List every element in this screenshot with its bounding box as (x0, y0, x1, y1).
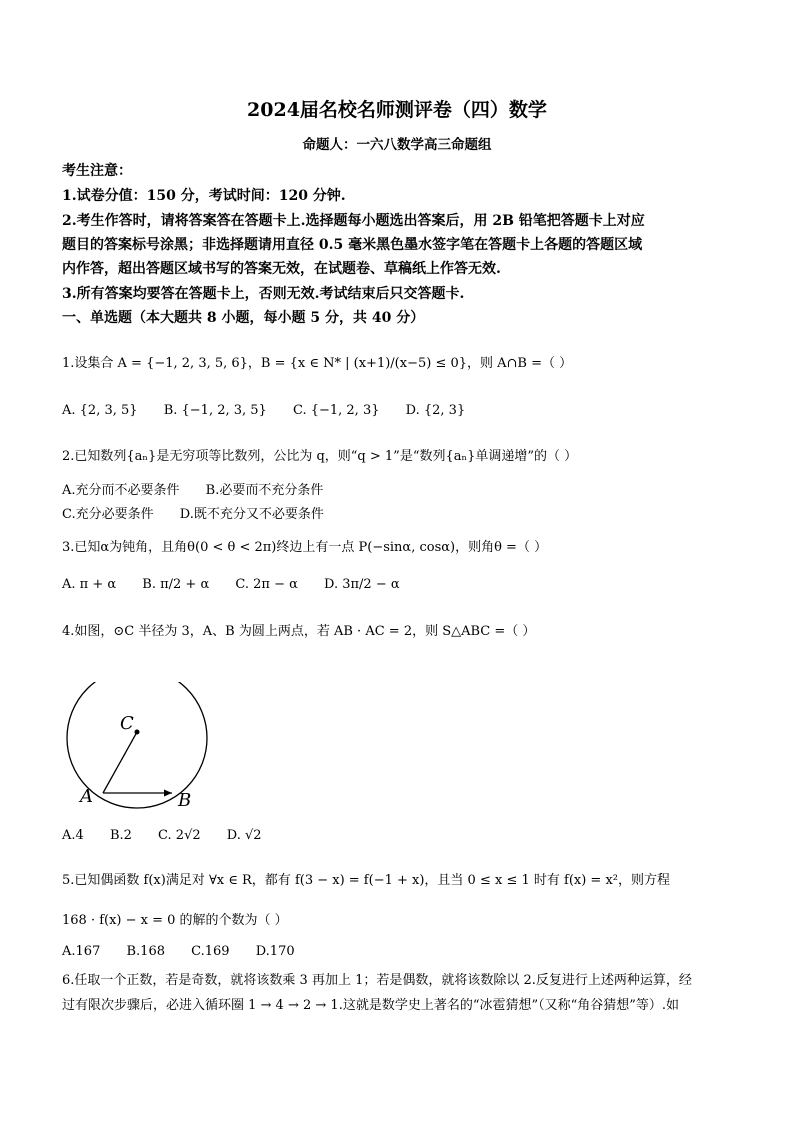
question-6-line2: 过有限次步骤后，必进入循环圈 1 → 4 → 2 → 1.这就是数学史上著名的“冰雹猜想”（又称“角谷猜想”等）.如 (62, 998, 680, 1013)
question-1-stem: 1.设集合 A = {−1, 2, 3, 5, 6}，B = {x ∈ N* | (x+1)/(x−5) ≤ 0}，则 A∩B =（ ） (62, 356, 573, 371)
label-b: B (178, 790, 192, 810)
q2-option-d: D.既不充分又不必要条件 (179, 507, 324, 522)
question-3-stem: 3.已知α为钝角，且角θ(0 < θ < 2π)终边上有一点 P(−sinα, cosα)，则角θ =（ ） (62, 540, 548, 555)
question-2-options-row2 (62, 503, 346, 522)
notice-item-2: 2.考生作答时，请将答案答在答题卡上.选择题每小题选出答案后，用 2B 铅笔把答题卡上对应 (62, 213, 645, 229)
question-5-options (62, 944, 317, 959)
center-point (135, 730, 140, 735)
question-4-stem: 4.如图，⊙C 半径为 3，A、B 为圆上两点，若 AB · AC = 2，则 S△ABC =（ ） (62, 624, 536, 639)
notice-item-2-cont2: 内作答，超出答题区域书写的答案无效，在试题卷、草稿纸上作答无效. (62, 261, 501, 277)
q1-option-c: C. {−1, 2, 3} (292, 403, 380, 418)
q4-option-c: C. 2√2 (158, 828, 201, 843)
section-heading: 一、单选题（本大题共 8 小题，每小题 5 分，共 40 分） (62, 310, 425, 326)
q5-option-b: B.168 (126, 944, 165, 959)
label-c: C (120, 713, 134, 734)
q3-option-b: B. π/2 + α (142, 577, 210, 592)
question-5-stem-line1: 5.已知偶函数 f(x)满足对 ∀x ∈ R，都有 f(3 − x) = f(−1 + x)，且当 0 ≤ x ≤ 1 时有 f(x) = x²，则方程 (62, 873, 670, 888)
arrow-ab (164, 790, 172, 797)
exam-title: 2024届名校名师测评卷（四）数学 (247, 99, 547, 121)
question-3-options (62, 577, 422, 592)
q3-option-d: D. 3π/2 − α (324, 577, 400, 592)
q3-option-c: C. 2π − α (235, 577, 298, 592)
question-2-stem: 2.已知数列{aₙ}是无穷项等比数列，公比为 q，则“q > 1”是“数列{aₙ}单调递增”的（ ） (62, 449, 578, 464)
q3-option-a: A. π + α (62, 577, 117, 592)
question-2-options-row1 (62, 479, 345, 498)
notice-item-1: 1.试卷分值：150 分，考试时间：120 分钟. (62, 188, 346, 204)
q4-option-d: D. √2 (226, 828, 262, 843)
question-1-options (62, 403, 487, 418)
q4-option-b: B.2 (109, 828, 132, 843)
notice-item-2-cont: 题目的答案标号涂黑；非选择题请用直径 0.5 毫米黑色墨水签字笔在答题卡上各题的答题区域 (62, 237, 643, 253)
question-6-line1: 6.任取一个正数，若是奇数，就将该数乘 3 再加上 1；若是偶数，就将该数除以 2.反复进行上述两种运算，经 (62, 973, 692, 988)
notice-heading: 考生注意： (62, 163, 132, 179)
q1-option-b: B. {−1, 2, 3, 5} (163, 403, 267, 418)
question-4-options (62, 828, 284, 843)
q2-option-c: C.充分必要条件 (62, 507, 154, 522)
q1-option-d: D. {2, 3} (405, 403, 466, 418)
q4-option-a: A.4 (62, 828, 84, 843)
q5-option-c: C.169 (191, 944, 230, 959)
exam-subtitle: 命题人：一六八数学高三命题组 (302, 137, 492, 153)
q5-option-d: D.170 (255, 944, 295, 959)
notice-item-3: 3.所有答案均要答在答题卡上，否则无效.考试结束后只交答题卡. (62, 286, 465, 302)
segment-ac (103, 732, 137, 793)
q5-option-a: A.167 (62, 944, 101, 959)
q1-option-a: A. {2, 3, 5} (62, 403, 138, 418)
q2-option-a: A.充分而不必要条件 (62, 483, 180, 498)
question-5-stem-line2: 168 · f(x) − x = 0 的解的个数为（ ） (62, 913, 288, 928)
circle-figure (60, 682, 220, 810)
q2-option-b: B.必要而不充分条件 (205, 483, 324, 498)
label-a: A (80, 786, 93, 807)
